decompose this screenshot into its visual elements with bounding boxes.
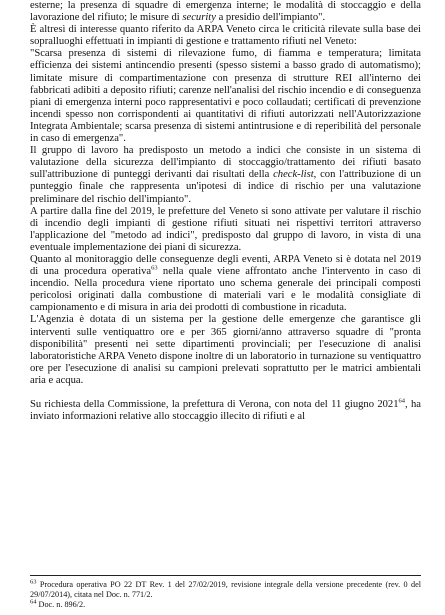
footnote-ref: 64 (398, 397, 406, 405)
text-run: A partire dalla fine del 2019, le prefetture del Veneto si sono attivate per valutare il rischio di incendio degli impianti di gestione rifiuti situati nei rispettivi territori attraverso l'applicazione del "metodo ad indici", predisposto dal gruppo di lavoro, in vista di una eventuale implementazione dei piani di sicurezza. (30, 205, 421, 253)
text-run: nella quale viene affrontato anche l'intervento in caso di incendio. Nella procedura viene riportato uno schema generale dei principali composti pericolosi originati dalla combustione di materiali vari e le modalità consigliate di campionamento e di misura in aria dei prodotti di combustione in ricaduta. (30, 266, 421, 314)
paragraph (30, 145, 421, 205)
text-run: "Scarsa presenza di sistemi di rilevazione fumo, di fiamma e temperatura; limitata efficienza dei sistemi antincendio presenti (spesso sistemi a basso grado di automatismo); limitate misure di compartimentazione con presenza di strutture REI all'interno dei fabbricati adibiti a deposito rifiuti; carenze nell'analisi del rischio incendio e di conseguenza piani di emergenza interni poco rappresentativi e poco collaudati; certificati di prevenzione incendi spesso non corrispondenti ai quantitativi di rifiuti autorizzati nell'Autorizzazione Integrata Ambientale; scarsa presenza di sistemi antintrusione e di reperibilità del personale in caso di emergenza". (30, 48, 421, 145)
footnote-text: Procedura operativa PO 22 DT Rev. 1 del 27/02/2019, revisione integrale della versione precedente (rev. 0 del 29/07/2014), citata nel Doc. n. 771/2. (30, 580, 421, 599)
paragraph (30, 399, 421, 423)
paragraph (30, 254, 421, 314)
paragraph (30, 24, 421, 48)
text-run: esterne; la presenza di squadre di emergenza interne; le modalità di stoccaggio e della lavorazione del rifiuto; le misure di (30, 0, 421, 24)
text-run: , con l'attribuzione di un punteggio finale che rappresenta un'ipotesi di indice di rischio per una valutazione preliminare del rischio dell'impianto". (30, 169, 421, 205)
footnote (30, 580, 421, 600)
footnote-number: 63 (30, 578, 37, 586)
text-run: Quanto al monitoraggio delle conseguenze degli eventi, ARPA Veneto si è dotata nel 2019 di una procedura operativa (30, 253, 421, 278)
italic-term: check-list (273, 169, 314, 181)
footnote-text: Doc. n. 896/2. (36, 600, 86, 609)
paragraph (30, 0, 421, 24)
paragraph (30, 48, 421, 145)
text-run: Il gruppo di lavoro ha predisposto un metodo a indici che consiste in un sistema di valutazione della sicurezza dell'impianto di stoccaggio/trattamento dei rifiuti basato sull'attribuzione di punteggi derivanti dai risultati della (30, 145, 421, 181)
paragraph (30, 206, 421, 254)
italic-term: security (182, 12, 216, 24)
text-run: È altresì di interesse quanto riferito da ARPA Veneto circa le criticità rilevate sulla base dei sopralluoghi effettuati in impianti di gestione e trattamento rifiuti nel Veneto: (30, 24, 421, 48)
body-text (30, 0, 421, 423)
text-run: Su richiesta della Commissione, la prefettura di Verona, con nota del 11 giugno 2021 (30, 399, 399, 410)
paragraph (30, 314, 421, 387)
text-run: L'Agenzia è dotata di un sistema per la gestione delle emergenze che garantisce gli interventi sulle ventiquattro ore e per 365 giorni/anno attraverso squadre di "pronta disponibilità" presenti nei sette dipartimenti provinciali; per l'esecuzione di analisi laboratoristiche ARPA Veneto dispone inoltre di un laboratorio in turnazione su ventiquattro ore per l'esecuzione di analisi su campioni prelevati soprattutto per le matrici ambientali aria e acqua. (30, 314, 421, 386)
footnote (30, 600, 421, 610)
footnotes (30, 575, 421, 610)
text-run: , ha inviato informazioni relative allo stoccaggio illecito di rifiuti e al (30, 399, 421, 423)
footnote-number: 64 (30, 598, 37, 606)
text-run: a presidio dell'impianto". (215, 12, 326, 24)
footnote-ref: 63 (151, 264, 158, 272)
